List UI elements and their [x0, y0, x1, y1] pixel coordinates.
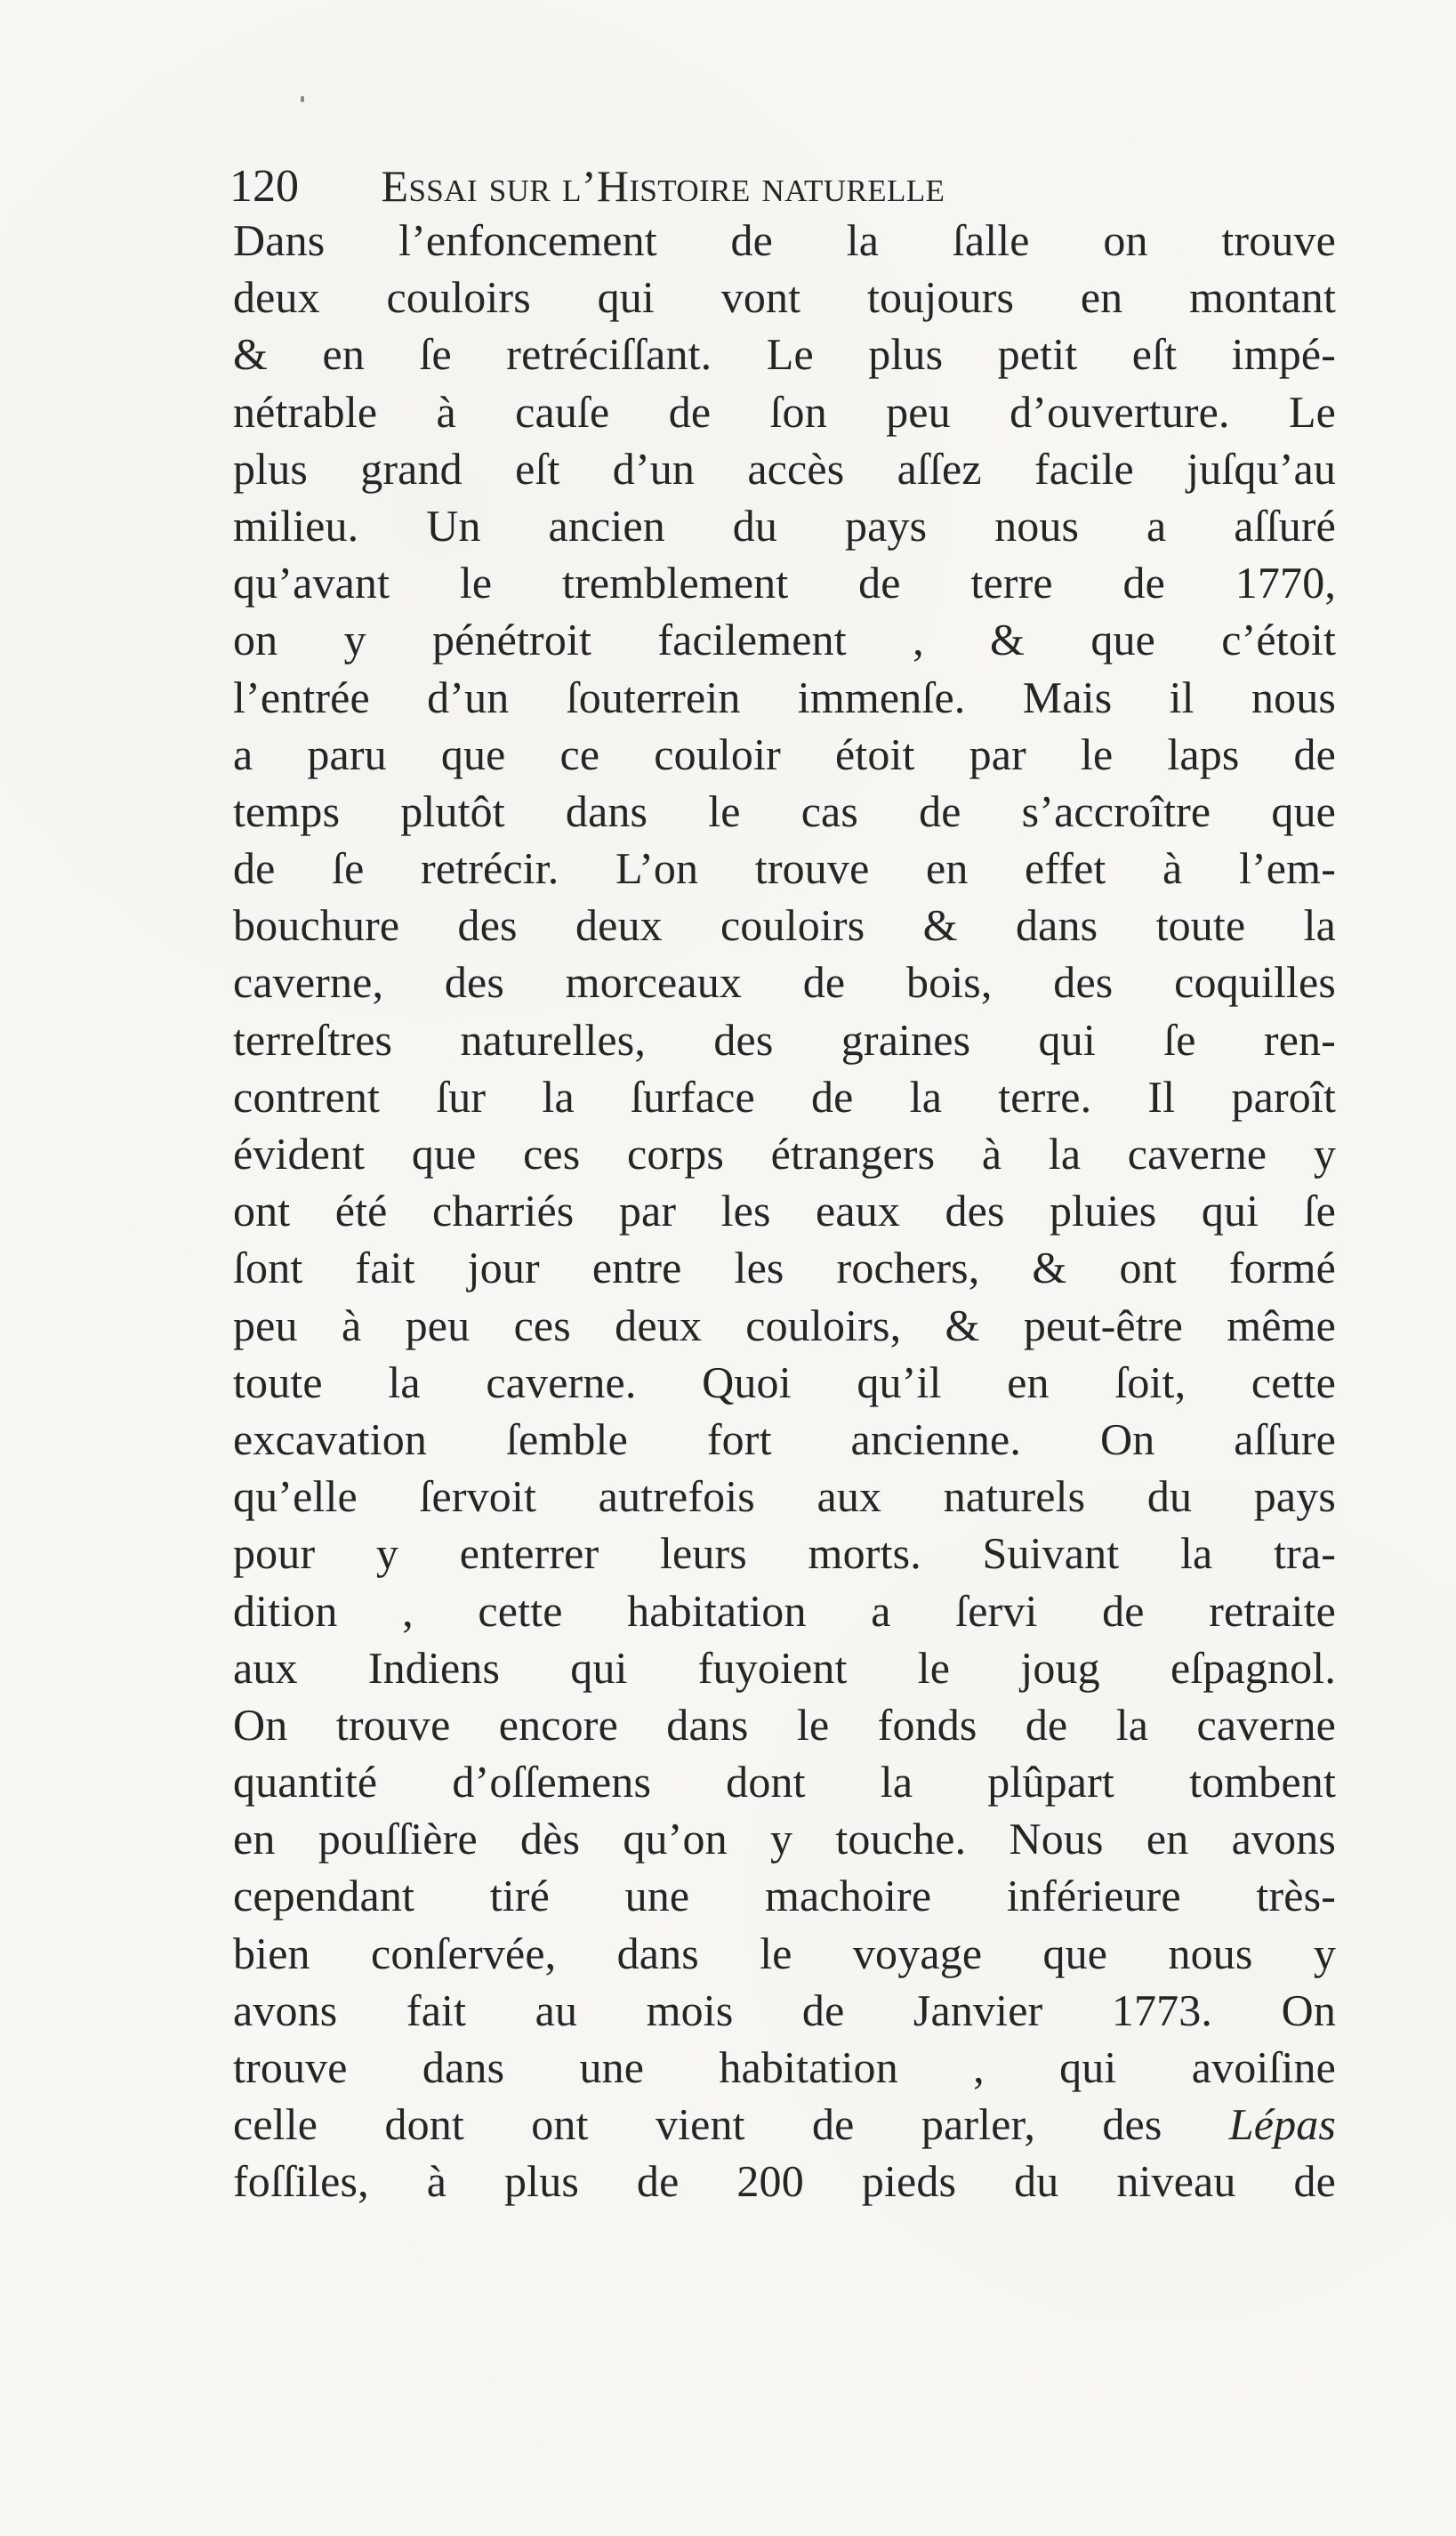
- text-line: quantité d’oſſemens dont la plûpart tombent: [233, 1757, 1336, 1807]
- text-line: peu à peu ces deux couloirs, & peut-être même: [233, 1300, 1336, 1350]
- text-line: qu’elle ſervoit autrefois aux naturels du pays: [233, 1471, 1336, 1522]
- text-line: nétrable à cauſe de ſon peu d’ouverture. Le: [233, 386, 1336, 437]
- text-line: excavation ſemble fort ancienne. On aſſure: [233, 1413, 1336, 1464]
- text-line: plus grand eſt d’un accès aſſez facile juſqu’au: [233, 443, 1336, 494]
- text-line: caverne, des morceaux de bois, des coquilles: [233, 957, 1336, 1008]
- text-line-fragment: celle dont ont vient de parler, des: [233, 2099, 1162, 2150]
- text-line: ont été charriés par les eaux des pluies qui ſe: [233, 1186, 1336, 1236]
- text-line: pour y enterrer leurs morts. Suivant la tra-: [233, 1528, 1336, 1579]
- text-line: avons fait au mois de Janvier 1773. On: [233, 1985, 1336, 2035]
- text-line: Dans l’enfoncement de la ſalle on trouve: [233, 215, 1336, 265]
- text-line: trouve dans une habitation , qui avoiſine: [233, 2042, 1336, 2092]
- text-line: de ſe retrécir. L’on trouve en effet à l’em-: [233, 843, 1336, 894]
- text-line: On trouve encore dans le fonds de la caverne: [233, 1699, 1336, 1750]
- text-line: ſont fait jour entre les rochers, & ont formé: [233, 1243, 1336, 1293]
- text-line: terreſtres naturelles, des graines qui ſe ren-: [233, 1014, 1336, 1065]
- paper-speck: [301, 96, 304, 102]
- text-line: deux couloirs qui vont toujours en montant: [233, 272, 1336, 323]
- text-body: [233, 212, 1336, 2266]
- italic-term: Lépas: [1228, 2099, 1336, 2150]
- text-line: milieu. Un ancien du pays nous a aſſuré: [233, 500, 1336, 551]
- text-line: en pouſſière dès qu’on y touche. Nous en avons: [233, 1814, 1336, 1864]
- page-number: 120: [229, 161, 299, 212]
- text-line: contrent ſur la ſurface de la terre. Il paroît: [233, 1071, 1336, 1122]
- text-line: bouchure des deux couloirs & dans toute la: [233, 900, 1336, 951]
- text-line: qu’avant le tremblement de terre de 1770,: [233, 558, 1336, 608]
- text-line: aux Indiens qui fuyoient le joug eſpagnol.: [233, 1642, 1336, 1693]
- text-line: & en ſe retréciſſant. Le plus petit eſt impé-: [233, 329, 1336, 380]
- text-line-with-italic: [233, 2096, 1336, 2153]
- text-line: cependant tiré une machoire inférieure très-: [233, 1871, 1336, 1921]
- text-line: bien conſervée, dans le voyage que nous y: [233, 1928, 1336, 1978]
- text-line: dition , cette habitation a ſervi de retraite: [233, 1585, 1336, 1636]
- text-line: évident que ces corps étrangers à la caverne y: [233, 1129, 1336, 1179]
- text-line: a paru que ce couloir étoit par le laps de: [233, 729, 1336, 779]
- text-line: toute la caverne. Quoi qu’il en ſoit, cette: [233, 1357, 1336, 1407]
- text-line: temps plutôt dans le cas de s’accroître que: [233, 785, 1336, 836]
- text-line: on y pénétroit facilement , & que c’étoit: [233, 615, 1336, 665]
- text-line: foſſiles, à plus de 200 pieds du niveau de: [233, 2156, 1336, 2207]
- text-line: l’entrée d’un ſouterrein immenſe. Mais il nous: [233, 672, 1336, 722]
- running-title: Essai sur l’Histoire naturelle: [381, 161, 945, 211]
